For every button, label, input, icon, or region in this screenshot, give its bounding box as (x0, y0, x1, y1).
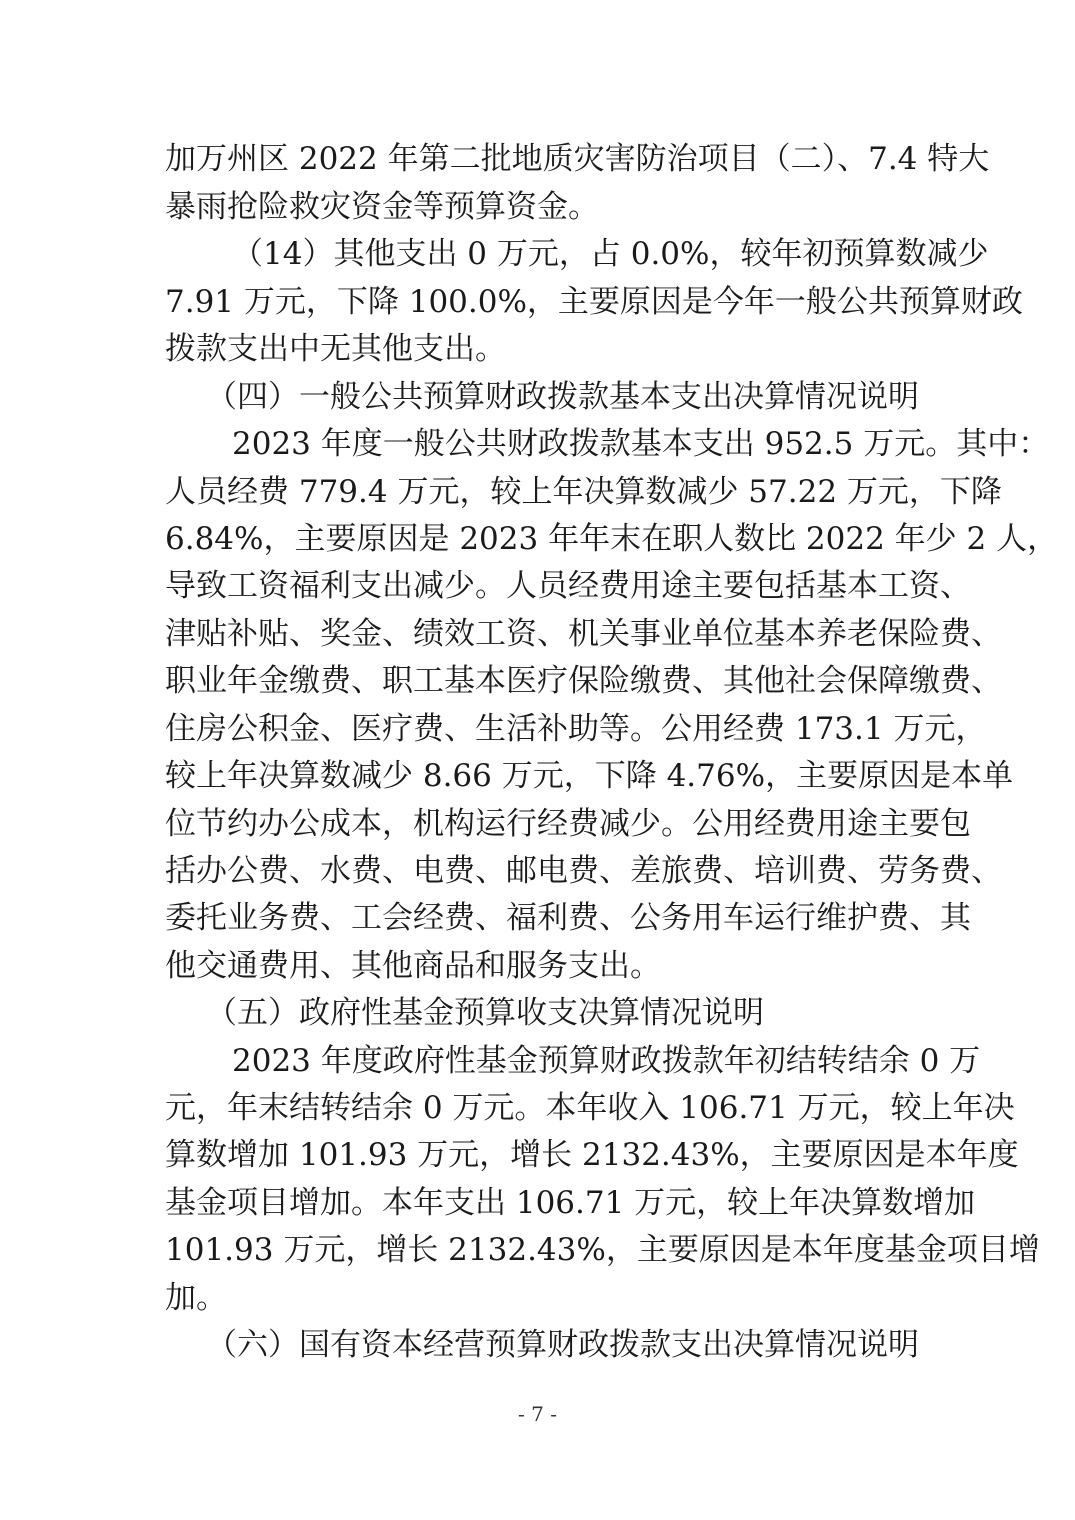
text-line: 住房公积金、医疗费、生活补助等。公用经费 173.1 万元， (165, 711, 987, 747)
text-line: 2023 年度一般公共财政拨款基本支出 952.5 万元。其中： (232, 426, 1050, 462)
text-line: 导致工资福利支出减少。人员经费用途主要包括基本工资、 (165, 568, 971, 604)
text-line: 拨款支出中无其他支出。 (165, 331, 506, 367)
text-line: 加。 (165, 1280, 227, 1316)
text-line: 2023 年度政府性基金预算财政拨款年初结转结余 0 万 (232, 1043, 981, 1079)
text-line: （14）其他支出 0 万元，占 0.0%，较年初预算数减少 (232, 236, 989, 272)
text-line: 元，年末结转结余 0 万元。本年收入 106.71 万元，较上年决 (165, 1090, 1015, 1126)
text-line: 津贴补贴、奖金、绩效工资、机关事业单位基本养老保险费、 (165, 616, 1002, 652)
text-line: 7.91 万元，下降 100.0%，主要原因是今年一般公共预算财政 (165, 284, 1023, 320)
text-line: 算数增加 101.93 万元，增长 2132.43%，主要原因是本年度 (165, 1137, 1019, 1173)
text-line: 6.84%，主要原因是 2023 年年末在职人数比 2022 年少 2 人， (165, 521, 1059, 557)
text-line: 人员经费 779.4 万元，较上年决算数减少 57.22 万元，下降 (165, 474, 1002, 510)
text-line: 101.93 万元，增长 2132.43%，主要原因是本年度基金项目增 (165, 1232, 1040, 1268)
text-line: 加万州区 2022 年第二批地质灾害防治项目（二）、7.4 特大 (165, 141, 990, 177)
section-heading: （六）国有资本经营预算财政拨款支出决算情况说明 (206, 1327, 919, 1363)
text-line: 他交通费用、其他商品和服务支出。 (165, 948, 661, 984)
text-line: 较上年决算数减少 8.66 万元，下降 4.76%，主要原因是本单 (165, 758, 1014, 794)
text-line: 位节约办公成本，机构运行经费减少。公用经费用途主要包 (165, 806, 971, 842)
text-line: 括办公费、水费、电费、邮电费、差旅费、培训费、劳务费、 (165, 853, 1002, 889)
text-line: 委托业务费、工会经费、福利费、公务用车运行维护费、其 (165, 900, 971, 936)
text-line: 基金项目增加。本年支出 106.71 万元，较上年决算数增加 (165, 1185, 976, 1221)
text-line: 暴雨抢险救灾资金等预算资金。 (165, 189, 599, 225)
section-heading: （四）一般公共预算财政拨款基本支出决算情况说明 (206, 379, 919, 415)
text-line: 职业年金缴费、职工基本医疗保险缴费、其他社会保障缴费、 (165, 663, 1002, 699)
page-number: - 7 - (518, 1402, 557, 1426)
section-heading: （五）政府性基金预算收支决算情况说明 (206, 995, 764, 1031)
